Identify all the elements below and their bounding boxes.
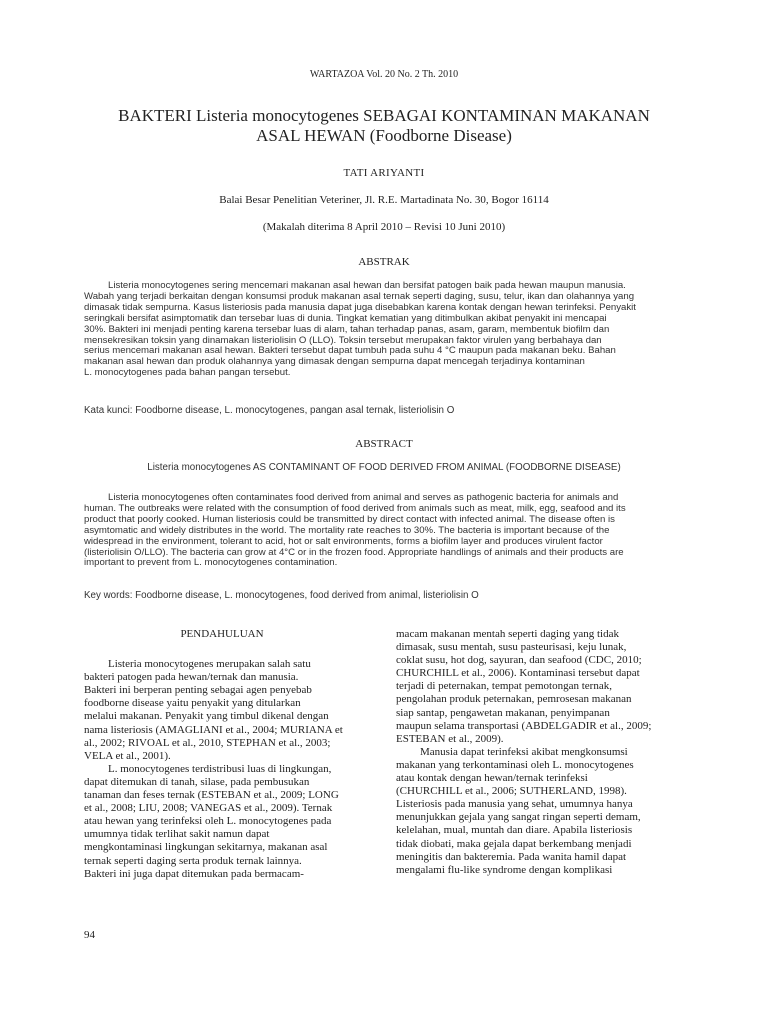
abstrak-keywords: Kata kunci: Foodborne disease, L. monocytogenes, pangan asal ternak, listeriolisin O xyxy=(84,405,455,416)
body-line: pengolahan produk peternakan, pemrosesan makanan xyxy=(396,693,632,706)
body-line: kelelahan, mual, muntah dan diare. Apabila listeriosis xyxy=(396,824,633,837)
body-line: meningitis dan bakteremia. Pada wanita hamil dapat xyxy=(396,850,627,863)
abstract-line: widespread in the environment, tolerant to acid, hot or salt environments, forms a biofilm layer and produces virulent factor xyxy=(84,535,603,547)
body-line: terjadi di peternakan, tempat pemotongan ternak, xyxy=(396,680,612,693)
body-line: maupun selama transportasi (ABDELGADIR et al., 2009; xyxy=(396,719,652,732)
body-line: menunjukkan gejala yang sangat ringan seperti demam, xyxy=(396,811,641,824)
body-line: Listeriosis pada manusia yang sehat, umumnya hanya xyxy=(396,798,633,811)
body-line: VELA et al., 2001). xyxy=(84,749,171,762)
body-line: ESTEBAN et al., 2009). xyxy=(396,732,504,745)
abstrak-line: 30%. Bakteri ini menjadi penting karena tersebar luas di alam, tahan terhadap panas, asam, garam, membentuk biofilm dan xyxy=(84,323,610,335)
body-line: al., 2002; RIVOAL et al., 2010, STEPHAN et al., 2003; xyxy=(84,736,331,749)
abstract-keywords: Key words: Foodborne disease, L. monocytogenes, food derived from animal, listeriolisin O xyxy=(84,590,479,601)
body-line: Manusia dapat terinfeksi akibat mengkonsumsi xyxy=(420,745,628,758)
body-line: siap santap, pengawetan makanan, penyimpanan xyxy=(396,706,610,719)
body-line: atau kontak dengan hewan/ternak terinfeksi xyxy=(396,772,588,785)
abstrak-line: dimasak tidak sempurna. Kasus listeriosis pada manusia dapat juga disebabkan karena kontak dengan hewan terinfeksi. Penyakit xyxy=(84,301,636,313)
abstract-line: human. The outbreaks were related with the consumption of food derived from animals such as meat, milk, egg, seafood and its xyxy=(84,502,626,514)
body-line: makanan yang terkontaminasi oleh L. monocytogenes xyxy=(396,758,634,771)
body-line: melalui makanan. Penyakit yang timbul dikenal dengan xyxy=(84,710,329,723)
body-line: foodborne disease yaitu penyakit yang ditularkan xyxy=(84,697,301,710)
abstrak-heading: ABSTRAK xyxy=(358,256,410,268)
abstract-line: important to prevent from L. monocytogenes contamination. xyxy=(84,557,338,569)
abstract-body xyxy=(84,493,684,569)
body-line: dapat ditemukan di tanah, silase, pada pembusukan xyxy=(84,775,310,788)
body-column-right xyxy=(396,628,684,877)
abstrak-line: L. monocytogenes pada bahan pangan tersebut. xyxy=(84,367,291,379)
body-line: mengalami flu-like syndrome dengan komplikasi xyxy=(396,863,613,876)
body-line: nama listeriosis (AMAGLIANI et al., 2004; MURIANA et xyxy=(84,723,343,736)
body-line: Bakteri ini berperan penting sebagai agen penyebab xyxy=(84,684,312,697)
body-line: coklat susu, hot dog, sayuran, dan seafood (CDC, 2010; xyxy=(396,654,642,667)
body-line: bakteri patogen pada hewan/ternak dan manusia. xyxy=(84,671,299,684)
abstrak-line: serius mencemari makanan asal hewan. Bakteri tersebut dapat tumbuh pada suhu 4 °C maupun pada makanan beku. Bahan xyxy=(84,345,616,357)
page-number: 94 xyxy=(84,929,95,941)
title-line: BAKTERI Listeria monocytogenes SEBAGAI KONTAMINAN MAKANAN xyxy=(118,106,650,125)
abstract-heading: ABSTRACT xyxy=(355,438,413,450)
body-line: mengkontaminasi lingkungan sekitarnya, makanan asal xyxy=(84,841,328,854)
body-line: et al., 2008; LIU, 2008; VANEGAS et al., 2009). Ternak xyxy=(84,802,333,815)
journal-header: WARTAZOA Vol. 20 No. 2 Th. 2010 xyxy=(309,69,459,80)
body-line: dimasak, susu mentah, susu pasteurisasi, keju lunak, xyxy=(396,641,627,654)
abstrak-line: seringkali bersifat asimptomatik dan tersebar luas di dunia. Tingkat kematian yang ditimbulkan akibat penyakit ini mencapai xyxy=(84,312,607,324)
abstract-line: (listeriolisin O/LLO). The bacteria can grow at 4°C or in the frozen food. Appropriate handlings of animals and their products are xyxy=(84,546,624,558)
abstract-english-title: Listeria monocytogenes AS CONTAMINANT OF FOOD DERIVED FROM ANIMAL (FOODBORNE DISEASE) xyxy=(147,462,621,473)
title-line: ASAL HEWAN (Foodborne Disease) xyxy=(256,126,512,145)
article-title xyxy=(40,106,728,146)
body-column-left xyxy=(84,628,360,881)
submission-dates: (Makalah diterima 8 April 2010 – Revisi 10 Juni 2010) xyxy=(262,221,506,233)
abstrak-line: mensekresikan toksin yang dinamakan listeriolisin O (LLO). Toksin tersebut merupakan faktor virulen yang berbahaya dan xyxy=(84,334,602,346)
abstrak-line: makanan asal hewan dan produk olahannya yang dimasak dengan sempurna dapat mencegah terjadinya kontaminan xyxy=(84,356,585,368)
author-name: TATI ARIYANTI xyxy=(343,167,425,179)
body-line: Bakteri ini juga dapat ditemukan pada bermacam- xyxy=(84,867,304,880)
abstract-line: product that poorly cooked. Human listeriosis could be transmitted by direct contact with infected animal. The disease often is xyxy=(84,513,615,525)
section-heading: PENDAHULUAN xyxy=(180,628,264,640)
abstrak-line: Wabah yang terjadi berkaitan dengan konsumsi produk makanan asal ternak seperti daging, susu, telur, ikan dan olahannya yang xyxy=(84,290,635,302)
body-line: tidak diobati, maka gejala dapat berkembang menjadi xyxy=(396,837,632,850)
abstract-line: asymtomatic and widely distributes in the world. The mortality rate reaches to 30%. The bacteria is important because of the xyxy=(84,524,610,536)
abstrak-line: Listeria monocytogenes sering mencemari makanan asal hewan dan bersifat patogen baik pada hewan maupun manusia. xyxy=(108,280,626,291)
abstract-line: Listeria monocytogenes often contaminates food derived from animal and serves as pathogenic bacteria for animals and xyxy=(108,492,619,503)
body-line: ternak seperti daging serta produk ternak lainnya. xyxy=(84,854,302,867)
body-line: L. monocytogenes terdistribusi luas di lingkungan, xyxy=(108,762,332,775)
body-line: tanaman dan feses ternak (ESTEBAN et al., 2009; LONG xyxy=(84,789,339,802)
abstrak-body xyxy=(84,281,684,379)
body-line: atau hewan yang terinfeksi oleh L. monocytogenes pada xyxy=(84,815,332,828)
body-line: (CHURCHILL et al., 2006; SUTHERLAND, 1998). xyxy=(396,785,627,798)
body-line: macam makanan mentah seperti daging yang tidak xyxy=(396,628,619,640)
body-line: CHURCHILL et al., 2006). Kontaminasi tersebut dapat xyxy=(396,667,640,680)
body-line: Listeria monocytogenes merupakan salah satu xyxy=(108,658,311,671)
author-affiliation: Balai Besar Penelitian Veteriner, Jl. R.E. Martadinata No. 30, Bogor 16114 xyxy=(219,194,549,206)
body-line: umumnya tidak terlihat sakit namun dapat xyxy=(84,828,270,841)
